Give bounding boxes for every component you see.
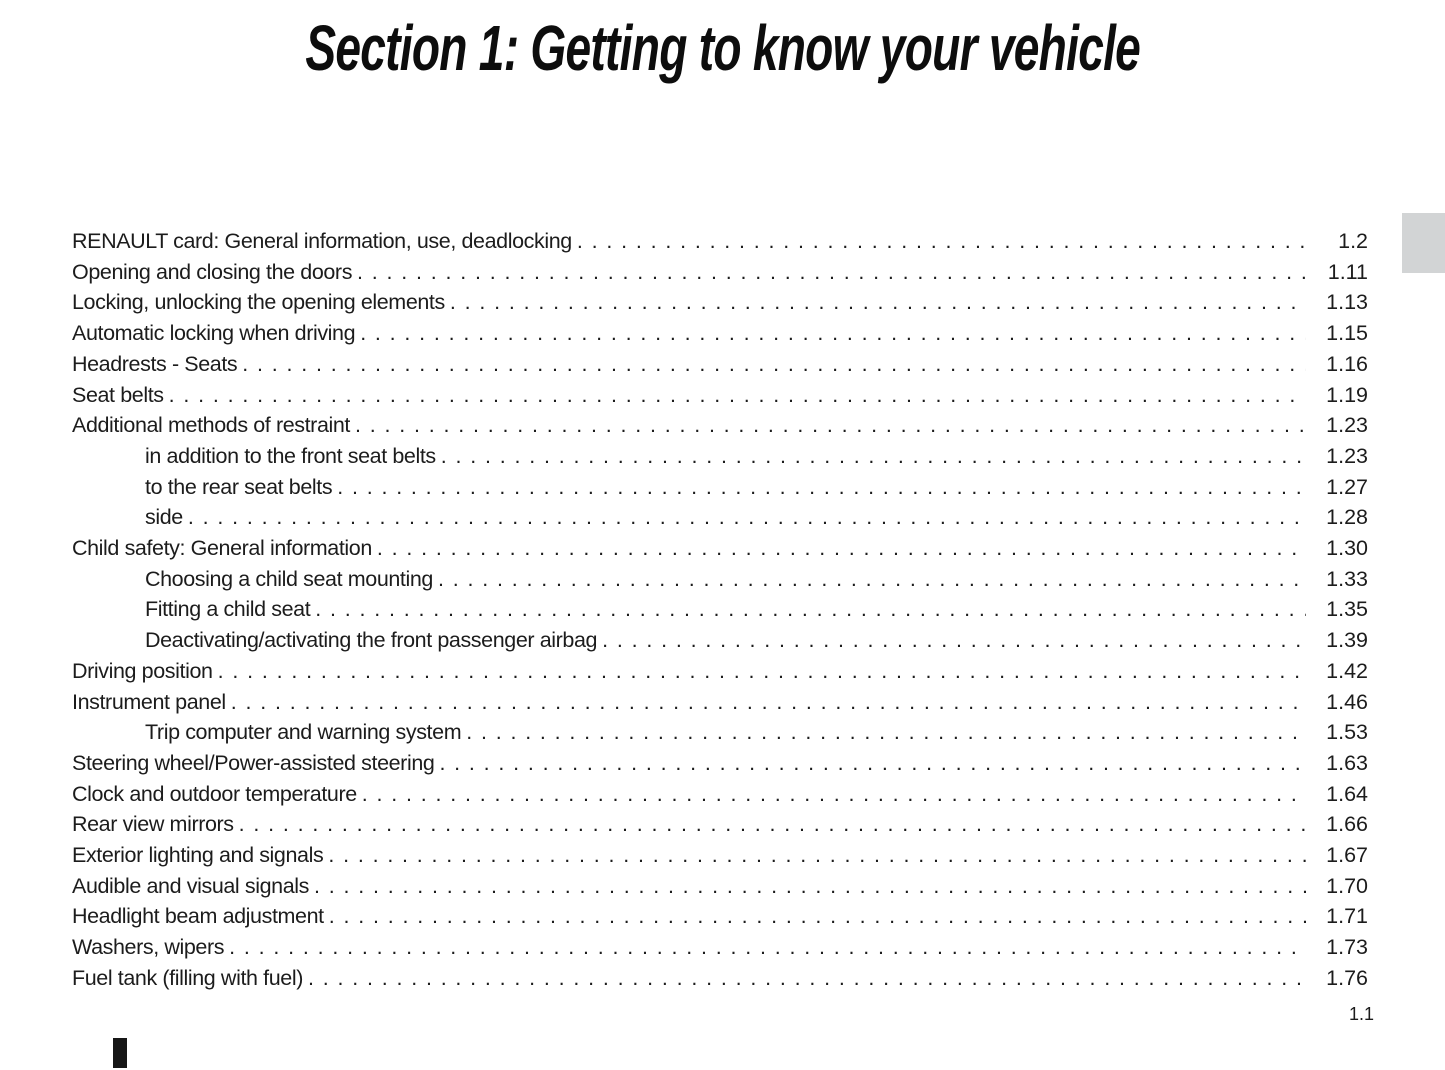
toc-entry-label: side bbox=[145, 505, 183, 530]
toc-entry-label: Opening and closing the doors bbox=[72, 259, 353, 284]
toc-leader-dots bbox=[355, 410, 1306, 441]
toc-entry-label: Trip computer and warning system bbox=[145, 720, 462, 745]
toc-entry-page: 1.76 bbox=[1326, 965, 1368, 990]
toc-entry-label: Fitting a child seat bbox=[145, 597, 311, 622]
toc-entry-page: 1.70 bbox=[1326, 873, 1368, 898]
toc-entry-label: Fuel tank (filling with fuel) bbox=[72, 965, 303, 990]
footer-page-number: 1.1 bbox=[1348, 1004, 1374, 1024]
toc-entry-label: Washers, wipers bbox=[72, 935, 225, 960]
toc-entry-label: Choosing a child seat mounting bbox=[145, 566, 433, 591]
toc-entry-page: 1.71 bbox=[1326, 904, 1368, 929]
toc-entry-label: Child safety: General information bbox=[72, 536, 372, 561]
toc-entry[interactable] bbox=[72, 871, 1368, 902]
toc-entry[interactable] bbox=[72, 349, 1368, 380]
toc-leader-dots bbox=[362, 779, 1306, 810]
toc-leader-dots bbox=[188, 502, 1306, 533]
toc-entry-page: 1.73 bbox=[1326, 935, 1368, 960]
toc-leader-dots bbox=[360, 318, 1306, 349]
toc-entry-page: 1.11 bbox=[1327, 259, 1368, 284]
toc-entry-page: 1.28 bbox=[1326, 505, 1368, 530]
toc-entry-label: in addition to the front seat belts bbox=[145, 443, 436, 468]
toc-entry-label: Headlight beam adjustment bbox=[72, 904, 324, 929]
toc-entry[interactable] bbox=[72, 502, 1368, 533]
toc-entry-label: Exterior lighting and signals bbox=[72, 843, 324, 868]
toc-leader-dots bbox=[314, 871, 1306, 902]
toc-leader-dots bbox=[466, 717, 1306, 748]
toc-entry[interactable] bbox=[72, 564, 1368, 595]
page-title-text: Section 1: Getting to know your vehicle bbox=[305, 12, 1140, 84]
toc-leader-dots bbox=[169, 380, 1306, 411]
toc-entry-page: 1.2 bbox=[1338, 229, 1368, 253]
toc-leader-dots bbox=[577, 226, 1306, 257]
toc-entry-page: 1.27 bbox=[1326, 474, 1368, 499]
toc-entry[interactable] bbox=[72, 748, 1368, 779]
toc-leader-dots bbox=[239, 809, 1306, 840]
toc-leader-dots bbox=[337, 472, 1306, 503]
toc-entry[interactable] bbox=[72, 809, 1368, 840]
toc-leader-dots bbox=[242, 349, 1306, 380]
toc-entry-label: RENAULT card: General information, use, deadlocking bbox=[72, 229, 572, 253]
toc-entry[interactable] bbox=[72, 717, 1368, 748]
toc-leader-dots bbox=[315, 594, 1306, 625]
toc-entry-label: Headrests - Seats bbox=[72, 351, 238, 376]
table-of-contents bbox=[72, 226, 1368, 994]
toc-entry[interactable] bbox=[72, 840, 1368, 871]
toc-entry-label: Automatic locking when driving bbox=[72, 321, 356, 346]
toc-entry-page: 1.33 bbox=[1326, 566, 1368, 591]
toc-entry-page: 1.19 bbox=[1326, 382, 1368, 407]
toc-leader-dots bbox=[438, 564, 1306, 595]
toc-entry-page: 1.63 bbox=[1326, 750, 1368, 775]
toc-entry-label: Seat belts bbox=[72, 382, 164, 407]
toc-entry[interactable] bbox=[72, 318, 1368, 349]
toc-leader-dots bbox=[439, 748, 1306, 779]
toc-leader-dots bbox=[441, 441, 1306, 472]
toc-entry-label: to the rear seat belts bbox=[145, 474, 333, 499]
toc-leader-dots bbox=[308, 963, 1306, 994]
toc-entry-page: 1.30 bbox=[1326, 536, 1368, 561]
toc-entry[interactable] bbox=[72, 226, 1368, 257]
toc-entry-label: Deactivating/activating the front passenger airbag bbox=[145, 628, 598, 653]
toc-entry[interactable] bbox=[72, 287, 1368, 318]
toc-leader-dots bbox=[229, 932, 1306, 963]
toc-entry-page: 1.53 bbox=[1326, 720, 1368, 745]
toc-entry[interactable] bbox=[72, 533, 1368, 564]
section-edge-tab bbox=[1402, 213, 1445, 273]
toc-entry-page: 1.13 bbox=[1326, 290, 1368, 315]
toc-entry-label: Instrument panel bbox=[72, 689, 226, 714]
toc-entry[interactable] bbox=[72, 656, 1368, 687]
toc-leader-dots bbox=[218, 656, 1306, 687]
toc-entry[interactable] bbox=[72, 687, 1368, 718]
page-title bbox=[0, 12, 1445, 86]
toc-leader-dots bbox=[450, 287, 1306, 318]
toc-entry[interactable] bbox=[72, 472, 1368, 503]
toc-entry-label: Rear view mirrors bbox=[72, 812, 234, 837]
toc-entry-label: Locking, unlocking the opening elements bbox=[72, 290, 445, 315]
toc-entry-page: 1.67 bbox=[1326, 843, 1368, 868]
toc-entry[interactable] bbox=[72, 625, 1368, 656]
toc-entry[interactable] bbox=[72, 441, 1368, 472]
toc-entry-page: 1.42 bbox=[1326, 658, 1368, 683]
toc-entry-label: Audible and visual signals bbox=[72, 873, 310, 898]
toc-entry[interactable] bbox=[72, 779, 1368, 810]
toc-entry-page: 1.66 bbox=[1326, 812, 1368, 837]
toc-leader-dots bbox=[231, 687, 1306, 718]
toc-entry-page: 1.23 bbox=[1326, 443, 1368, 468]
toc-entry-page: 1.23 bbox=[1326, 413, 1368, 438]
toc-entry[interactable] bbox=[72, 963, 1368, 994]
toc-entry-page: 1.64 bbox=[1326, 781, 1368, 806]
toc-leader-dots bbox=[377, 533, 1306, 564]
toc-entry-page: 1.16 bbox=[1326, 351, 1368, 376]
toc-entry[interactable] bbox=[72, 594, 1368, 625]
toc-leader-dots bbox=[328, 840, 1306, 871]
toc-entry-page: 1.46 bbox=[1326, 689, 1368, 714]
toc-entry-page: 1.15 bbox=[1326, 321, 1368, 346]
toc-entry-label: Clock and outdoor temperature bbox=[72, 781, 357, 806]
toc-leader-dots bbox=[602, 625, 1306, 656]
toc-entry-page: 1.39 bbox=[1326, 628, 1368, 653]
toc-leader-dots bbox=[329, 901, 1306, 932]
toc-leader-dots bbox=[357, 257, 1306, 288]
toc-entry[interactable] bbox=[72, 380, 1368, 411]
toc-entry[interactable] bbox=[72, 410, 1368, 441]
toc-entry-page: 1.35 bbox=[1326, 597, 1368, 622]
toc-entry[interactable] bbox=[72, 932, 1368, 963]
toc-entry-label: Steering wheel/Power-assisted steering bbox=[72, 750, 435, 775]
print-registration-mark bbox=[113, 1038, 127, 1068]
toc-entry-label: Driving position bbox=[72, 658, 213, 683]
toc-entry[interactable] bbox=[72, 257, 1368, 288]
toc-entry-label: Additional methods of restraint bbox=[72, 413, 351, 438]
toc-entry[interactable] bbox=[72, 901, 1368, 932]
